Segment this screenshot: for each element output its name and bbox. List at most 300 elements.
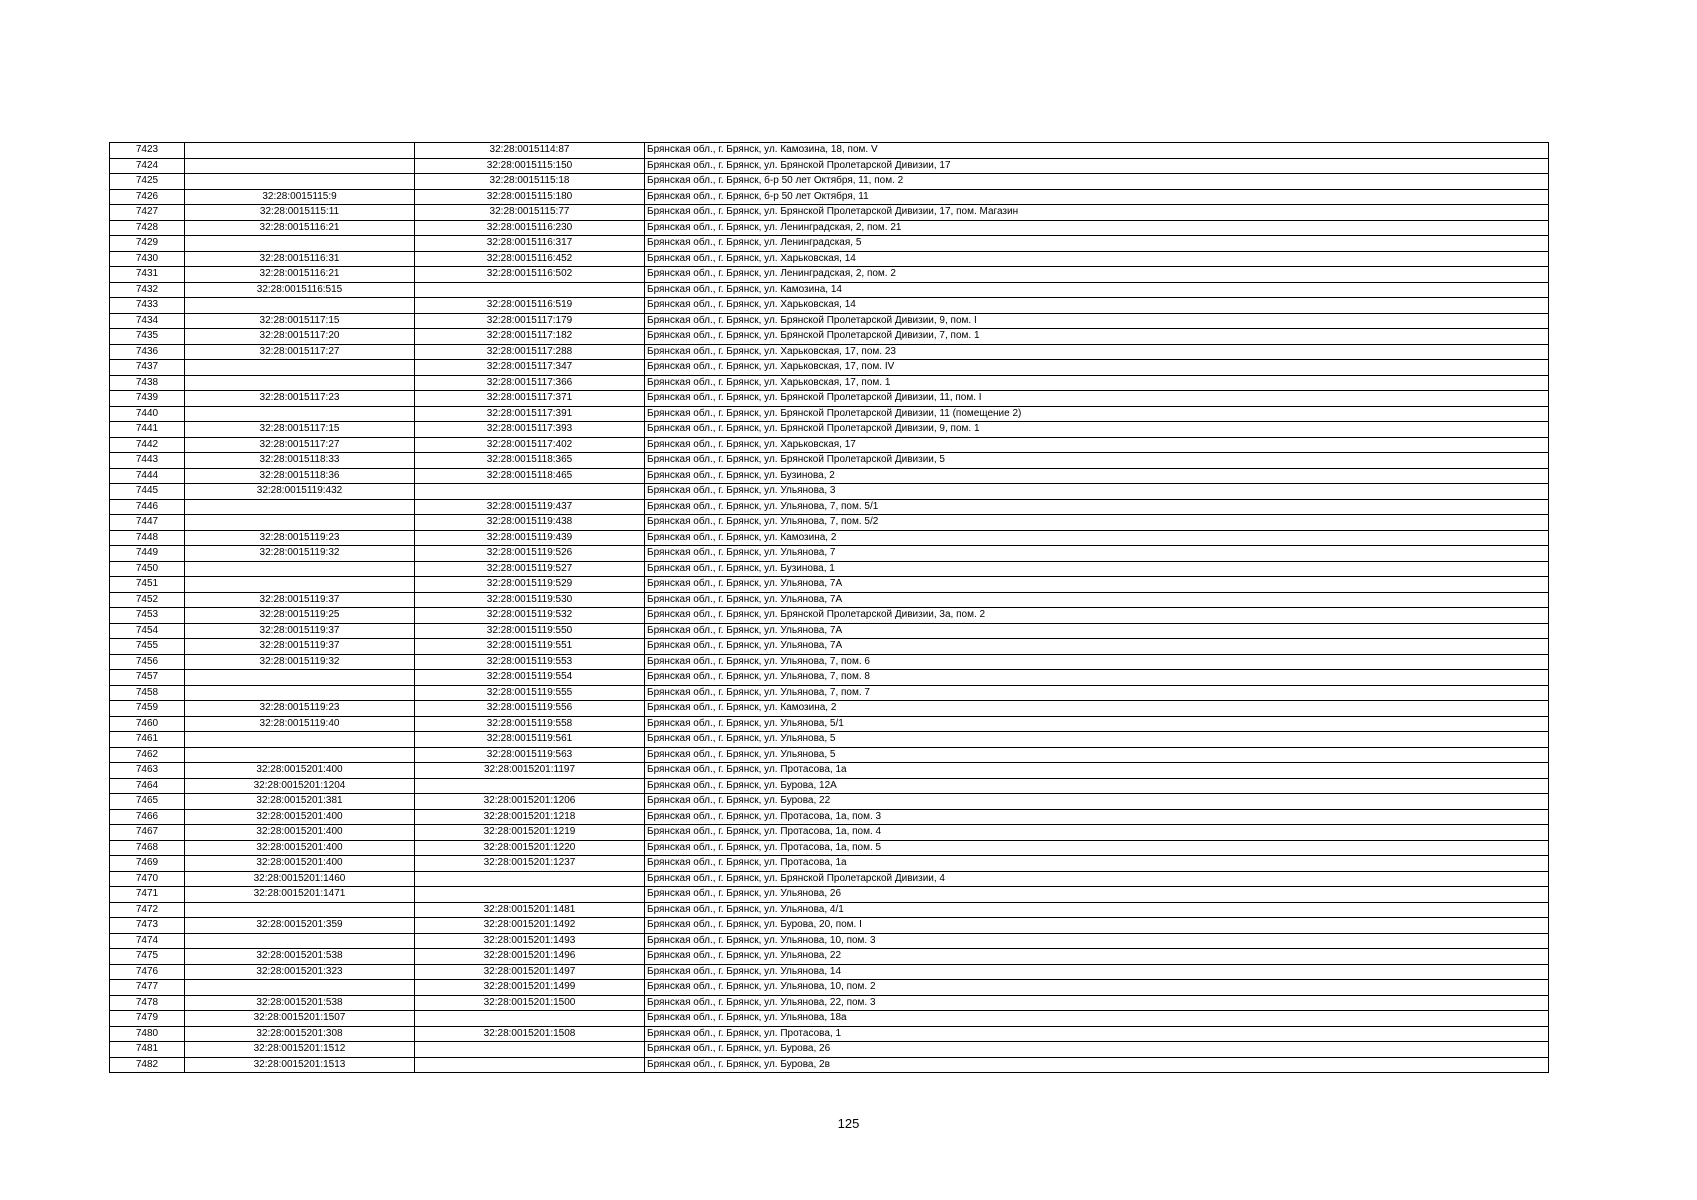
premises-cadastral-number-cell: 32:28:0015115:77: [415, 205, 645, 221]
table-row: [110, 964, 1549, 980]
table-row: [110, 143, 1549, 159]
table-row: [110, 313, 1549, 329]
building-cadastral-number-cell: 32:28:0015119:37: [185, 639, 415, 655]
row-number-cell: 7449: [110, 546, 185, 562]
row-number-cell: 7453: [110, 608, 185, 624]
building-cadastral-number-cell: 32:28:0015201:400: [185, 856, 415, 872]
row-number-cell: 7435: [110, 329, 185, 345]
address-cell: Брянская обл., г. Брянск, ул. Брянской Пролетарской Дивизии, 7, пом. 1: [645, 329, 1549, 345]
row-number-cell: 7430: [110, 251, 185, 267]
page-number: 125: [837, 1116, 860, 1131]
building-cadastral-number-cell: [185, 670, 415, 686]
table-row: [110, 840, 1549, 856]
row-number-cell: 7438: [110, 375, 185, 391]
premises-cadastral-number-cell: 32:28:0015115:150: [415, 158, 645, 174]
premises-cadastral-number-cell: [415, 871, 645, 887]
building-cadastral-number-cell: [185, 933, 415, 949]
premises-cadastral-number-cell: 32:28:0015119:530: [415, 592, 645, 608]
premises-cadastral-number-cell: [415, 1042, 645, 1058]
building-cadastral-number-cell: [185, 561, 415, 577]
address-cell: Брянская обл., г. Брянск, ул. Ульянова, 7А: [645, 577, 1549, 593]
building-cadastral-number-cell: 32:28:0015201:1513: [185, 1057, 415, 1073]
building-cadastral-number-cell: 32:28:0015119:40: [185, 716, 415, 732]
building-cadastral-number-cell: 32:28:0015201:1204: [185, 778, 415, 794]
address-cell: Брянская обл., г. Брянск, ул. Брянской Пролетарской Дивизии, 9, пом. I: [645, 313, 1549, 329]
table-row: [110, 871, 1549, 887]
row-number-cell: 7471: [110, 887, 185, 903]
table-row: [110, 174, 1549, 190]
table-row: [110, 902, 1549, 918]
row-number-cell: 7455: [110, 639, 185, 655]
address-cell: Брянская обл., г. Брянск, ул. Ульянова, 7, пом. 7: [645, 685, 1549, 701]
premises-cadastral-number-cell: 32:28:0015119:437: [415, 499, 645, 515]
building-cadastral-number-cell: 32:28:0015117:15: [185, 422, 415, 438]
premises-cadastral-number-cell: [415, 778, 645, 794]
building-cadastral-number-cell: 32:28:0015201:1471: [185, 887, 415, 903]
premises-cadastral-number-cell: 32:28:0015119:554: [415, 670, 645, 686]
address-cell: Брянская обл., г. Брянск, ул. Протасова, 1а: [645, 856, 1549, 872]
address-cell: Брянская обл., г. Брянск, ул. Брянской Пролетарской Дивизии, 11 (помещение 2): [645, 406, 1549, 422]
table-row: [110, 344, 1549, 360]
address-cell: Брянская обл., г. Брянск, ул. Брянской Пролетарской Дивизии, 4: [645, 871, 1549, 887]
building-cadastral-number-cell: [185, 406, 415, 422]
premises-cadastral-number-cell: 32:28:0015115:180: [415, 189, 645, 205]
address-cell: Брянская обл., г. Брянск, ул. Брянской Пролетарской Дивизии, 9, пом. 1: [645, 422, 1549, 438]
table-row: [110, 670, 1549, 686]
premises-cadastral-number-cell: 32:28:0015119:439: [415, 530, 645, 546]
table-row: [110, 654, 1549, 670]
premises-cadastral-number-cell: 32:28:0015119:558: [415, 716, 645, 732]
row-number-cell: 7474: [110, 933, 185, 949]
address-cell: Брянская обл., г. Брянск, ул. Брянской Пролетарской Дивизии, 11, пом. I: [645, 391, 1549, 407]
building-cadastral-number-cell: 32:28:0015201:1512: [185, 1042, 415, 1058]
building-cadastral-number-cell: [185, 902, 415, 918]
address-cell: Брянская обл., г. Брянск, ул. Ульянова, 7: [645, 546, 1549, 562]
address-cell: Брянская обл., г. Брянск, б-р 50 лет Октября, 11: [645, 189, 1549, 205]
premises-cadastral-number-cell: 32:28:0015119:553: [415, 654, 645, 670]
address-cell: Брянская обл., г. Брянск, ул. Ленинградская, 5: [645, 236, 1549, 252]
premises-cadastral-number-cell: 32:28:0015116:452: [415, 251, 645, 267]
table-row: [110, 1026, 1549, 1042]
premises-cadastral-number-cell: 32:28:0015117:182: [415, 329, 645, 345]
premises-cadastral-number-cell: 32:28:0015117:288: [415, 344, 645, 360]
row-number-cell: 7429: [110, 236, 185, 252]
building-cadastral-number-cell: [185, 360, 415, 376]
premises-cadastral-number-cell: 32:28:0015118:465: [415, 468, 645, 484]
row-number-cell: 7448: [110, 530, 185, 546]
address-cell: Брянская обл., г. Брянск, ул. Ульянова, 5/1: [645, 716, 1549, 732]
premises-cadastral-number-cell: 32:28:0015201:1493: [415, 933, 645, 949]
premises-cadastral-number-cell: 32:28:0015201:1481: [415, 902, 645, 918]
building-cadastral-number-cell: [185, 577, 415, 593]
row-number-cell: 7441: [110, 422, 185, 438]
row-number-cell: 7445: [110, 484, 185, 500]
row-number-cell: 7436: [110, 344, 185, 360]
row-number-cell: 7454: [110, 623, 185, 639]
row-number-cell: 7444: [110, 468, 185, 484]
address-cell: Брянская обл., г. Брянск, ул. Ульянова, 7, пом. 6: [645, 654, 1549, 670]
address-cell: Брянская обл., г. Брянск, ул. Бурова, 2в: [645, 1057, 1549, 1073]
row-number-cell: 7475: [110, 949, 185, 965]
building-cadastral-number-cell: 32:28:0015201:308: [185, 1026, 415, 1042]
premises-cadastral-number-cell: 32:28:0015119:529: [415, 577, 645, 593]
premises-cadastral-number-cell: 32:28:0015119:526: [415, 546, 645, 562]
building-cadastral-number-cell: 32:28:0015119:25: [185, 608, 415, 624]
row-number-cell: 7456: [110, 654, 185, 670]
table-row: [110, 592, 1549, 608]
table-row: [110, 422, 1549, 438]
premises-cadastral-number-cell: 32:28:0015201:1206: [415, 794, 645, 810]
building-cadastral-number-cell: [185, 158, 415, 174]
row-number-cell: 7473: [110, 918, 185, 934]
row-number-cell: 7468: [110, 840, 185, 856]
cadastral-table: [109, 142, 1549, 1073]
address-cell: Брянская обл., г. Брянск, ул. Протасова, 1а: [645, 763, 1549, 779]
table-row: [110, 856, 1549, 872]
table-row: [110, 639, 1549, 655]
address-cell: Брянская обл., г. Брянск, ул. Камозина, 2: [645, 701, 1549, 717]
row-number-cell: 7467: [110, 825, 185, 841]
address-cell: Брянская обл., г. Брянск, ул. Харьковская, 17, пом. IV: [645, 360, 1549, 376]
table-row: [110, 747, 1549, 763]
row-number-cell: 7461: [110, 732, 185, 748]
building-cadastral-number-cell: [185, 980, 415, 996]
table-row: [110, 685, 1549, 701]
building-cadastral-number-cell: 32:28:0015119:37: [185, 592, 415, 608]
table-row: [110, 267, 1549, 283]
building-cadastral-number-cell: 32:28:0015115:11: [185, 205, 415, 221]
row-number-cell: 7428: [110, 220, 185, 236]
row-number-cell: 7451: [110, 577, 185, 593]
table-row: [110, 980, 1549, 996]
table-row: [110, 933, 1549, 949]
address-cell: Брянская обл., г. Брянск, ул. Ульянова, 3: [645, 484, 1549, 500]
premises-cadastral-number-cell: 32:28:0015201:1237: [415, 856, 645, 872]
building-cadastral-number-cell: [185, 298, 415, 314]
row-number-cell: 7440: [110, 406, 185, 422]
premises-cadastral-number-cell: 32:28:0015201:1508: [415, 1026, 645, 1042]
address-cell: Брянская обл., г. Брянск, б-р 50 лет Октября, 11, пом. 2: [645, 174, 1549, 190]
row-number-cell: 7466: [110, 809, 185, 825]
address-cell: Брянская обл., г. Брянск, ул. Брянской Пролетарской Дивизии, 5: [645, 453, 1549, 469]
building-cadastral-number-cell: 32:28:0015201:400: [185, 809, 415, 825]
building-cadastral-number-cell: 32:28:0015201:400: [185, 763, 415, 779]
premises-cadastral-number-cell: 32:28:0015117:393: [415, 422, 645, 438]
table-row: [110, 546, 1549, 562]
row-number-cell: 7469: [110, 856, 185, 872]
table-row: [110, 220, 1549, 236]
address-cell: Брянская обл., г. Брянск, ул. Ленинградская, 2, пом. 21: [645, 220, 1549, 236]
building-cadastral-number-cell: 32:28:0015201:538: [185, 949, 415, 965]
table-row: [110, 468, 1549, 484]
row-number-cell: 7424: [110, 158, 185, 174]
table-row: [110, 561, 1549, 577]
premises-cadastral-number-cell: 32:28:0015201:1197: [415, 763, 645, 779]
table-row: [110, 1042, 1549, 1058]
address-cell: Брянская обл., г. Брянск, ул. Бурова, 20, пом. I: [645, 918, 1549, 934]
premises-cadastral-number-cell: 32:28:0015116:519: [415, 298, 645, 314]
row-number-cell: 7427: [110, 205, 185, 221]
building-cadastral-number-cell: 32:28:0015116:21: [185, 267, 415, 283]
premises-cadastral-number-cell: 32:28:0015201:1496: [415, 949, 645, 965]
building-cadastral-number-cell: 32:28:0015116:21: [185, 220, 415, 236]
table-row: [110, 732, 1549, 748]
building-cadastral-number-cell: [185, 174, 415, 190]
table-row: [110, 391, 1549, 407]
address-cell: Брянская обл., г. Брянск, ул. Ульянова, 4/1: [645, 902, 1549, 918]
address-cell: Брянская обл., г. Брянск, ул. Ульянова, 7, пом. 8: [645, 670, 1549, 686]
address-cell: Брянская обл., г. Брянск, ул. Ульянова, 7А: [645, 592, 1549, 608]
cadastral-table-body: [110, 143, 1549, 1073]
table-row: [110, 778, 1549, 794]
address-cell: Брянская обл., г. Брянск, ул. Ульянова, 22, пом. 3: [645, 995, 1549, 1011]
premises-cadastral-number-cell: [415, 1011, 645, 1027]
address-cell: Брянская обл., г. Брянск, ул. Ульянова, 5: [645, 747, 1549, 763]
building-cadastral-number-cell: 32:28:0015119:432: [185, 484, 415, 500]
address-cell: Брянская обл., г. Брянск, ул. Брянской Пролетарской Дивизии, 17: [645, 158, 1549, 174]
row-number-cell: 7459: [110, 701, 185, 717]
table-row: [110, 1057, 1549, 1073]
address-cell: Брянская обл., г. Брянск, ул. Ульянова, 22: [645, 949, 1549, 965]
row-number-cell: 7463: [110, 763, 185, 779]
address-cell: Брянская обл., г. Брянск, ул. Бурова, 12А: [645, 778, 1549, 794]
building-cadastral-number-cell: [185, 747, 415, 763]
table-row: [110, 918, 1549, 934]
address-cell: Брянская обл., г. Брянск, ул. Ульянова, 14: [645, 964, 1549, 980]
table-row: [110, 406, 1549, 422]
building-cadastral-number-cell: 32:28:0015116:31: [185, 251, 415, 267]
row-number-cell: 7457: [110, 670, 185, 686]
row-number-cell: 7477: [110, 980, 185, 996]
premises-cadastral-number-cell: 32:28:0015119:556: [415, 701, 645, 717]
building-cadastral-number-cell: 32:28:0015116:515: [185, 282, 415, 298]
row-number-cell: 7423: [110, 143, 185, 159]
address-cell: Брянская обл., г. Брянск, ул. Харьковская, 14: [645, 298, 1549, 314]
row-number-cell: 7434: [110, 313, 185, 329]
row-number-cell: 7447: [110, 515, 185, 531]
building-cadastral-number-cell: [185, 375, 415, 391]
building-cadastral-number-cell: 32:28:0015119:32: [185, 546, 415, 562]
premises-cadastral-number-cell: 32:28:0015117:391: [415, 406, 645, 422]
building-cadastral-number-cell: 32:28:0015119:23: [185, 530, 415, 546]
row-number-cell: 7452: [110, 592, 185, 608]
row-number-cell: 7426: [110, 189, 185, 205]
premises-cadastral-number-cell: [415, 1057, 645, 1073]
address-cell: Брянская обл., г. Брянск, ул. Камозина, 14: [645, 282, 1549, 298]
premises-cadastral-number-cell: 32:28:0015117:347: [415, 360, 645, 376]
row-number-cell: 7437: [110, 360, 185, 376]
building-cadastral-number-cell: 32:28:0015117:27: [185, 437, 415, 453]
address-cell: Брянская обл., г. Брянск, ул. Ульянова, 7, пом. 5/2: [645, 515, 1549, 531]
address-cell: Брянская обл., г. Брянск, ул. Бузинова, 1: [645, 561, 1549, 577]
table-row: [110, 360, 1549, 376]
address-cell: Брянская обл., г. Брянск, ул. Ульянова, 26: [645, 887, 1549, 903]
table-row: [110, 577, 1549, 593]
table-row: [110, 794, 1549, 810]
building-cadastral-number-cell: 32:28:0015118:36: [185, 468, 415, 484]
address-cell: Брянская обл., г. Брянск, ул. Ульянова, 10, пом. 3: [645, 933, 1549, 949]
premises-cadastral-number-cell: 32:28:0015201:1219: [415, 825, 645, 841]
premises-cadastral-number-cell: 32:28:0015116:230: [415, 220, 645, 236]
building-cadastral-number-cell: 32:28:0015118:33: [185, 453, 415, 469]
building-cadastral-number-cell: [185, 685, 415, 701]
premises-cadastral-number-cell: 32:28:0015117:179: [415, 313, 645, 329]
premises-cadastral-number-cell: 32:28:0015119:550: [415, 623, 645, 639]
premises-cadastral-number-cell: 32:28:0015119:532: [415, 608, 645, 624]
row-number-cell: 7446: [110, 499, 185, 515]
building-cadastral-number-cell: 32:28:0015119:23: [185, 701, 415, 717]
address-cell: Брянская обл., г. Брянск, ул. Ленинградская, 2, пом. 2: [645, 267, 1549, 283]
building-cadastral-number-cell: [185, 515, 415, 531]
premises-cadastral-number-cell: 32:28:0015117:366: [415, 375, 645, 391]
table-row: [110, 282, 1549, 298]
building-cadastral-number-cell: 32:28:0015201:323: [185, 964, 415, 980]
table-row: [110, 608, 1549, 624]
premises-cadastral-number-cell: 32:28:0015114:87: [415, 143, 645, 159]
premises-cadastral-number-cell: 32:28:0015117:371: [415, 391, 645, 407]
table-row: [110, 453, 1549, 469]
address-cell: Брянская обл., г. Брянск, ул. Ульянова, 7А: [645, 623, 1549, 639]
row-number-cell: 7433: [110, 298, 185, 314]
premises-cadastral-number-cell: 32:28:0015116:502: [415, 267, 645, 283]
premises-cadastral-number-cell: 32:28:0015117:402: [415, 437, 645, 453]
building-cadastral-number-cell: 32:28:0015117:27: [185, 344, 415, 360]
premises-cadastral-number-cell: 32:28:0015201:1500: [415, 995, 645, 1011]
building-cadastral-number-cell: 32:28:0015201:400: [185, 825, 415, 841]
table-row: [110, 189, 1549, 205]
address-cell: Брянская обл., г. Брянск, ул. Харьковская, 17: [645, 437, 1549, 453]
premises-cadastral-number-cell: 32:28:0015119:563: [415, 747, 645, 763]
row-number-cell: 7442: [110, 437, 185, 453]
table-row: [110, 995, 1549, 1011]
address-cell: Брянская обл., г. Брянск, ул. Ульянова, 7А: [645, 639, 1549, 655]
building-cadastral-number-cell: 32:28:0015201:400: [185, 840, 415, 856]
building-cadastral-number-cell: 32:28:0015119:32: [185, 654, 415, 670]
table-row: [110, 375, 1549, 391]
table-row: [110, 158, 1549, 174]
premises-cadastral-number-cell: [415, 282, 645, 298]
table-row: [110, 809, 1549, 825]
address-cell: Брянская обл., г. Брянск, ул. Бурова, 22: [645, 794, 1549, 810]
table-row: [110, 701, 1549, 717]
building-cadastral-number-cell: 32:28:0015201:538: [185, 995, 415, 1011]
row-number-cell: 7480: [110, 1026, 185, 1042]
address-cell: Брянская обл., г. Брянск, ул. Ульянова, 18а: [645, 1011, 1549, 1027]
premises-cadastral-number-cell: 32:28:0015118:365: [415, 453, 645, 469]
row-number-cell: 7470: [110, 871, 185, 887]
premises-cadastral-number-cell: 32:28:0015201:1499: [415, 980, 645, 996]
row-number-cell: 7476: [110, 964, 185, 980]
address-cell: Брянская обл., г. Брянск, ул. Бурова, 26: [645, 1042, 1549, 1058]
row-number-cell: 7431: [110, 267, 185, 283]
address-cell: Брянская обл., г. Брянск, ул. Протасова, 1а, пом. 4: [645, 825, 1549, 841]
address-cell: Брянская обл., г. Брянск, ул. Протасова, 1а, пом. 3: [645, 809, 1549, 825]
address-cell: Брянская обл., г. Брянск, ул. Брянской Пролетарской Дивизии, 3а, пом. 2: [645, 608, 1549, 624]
table-row: [110, 716, 1549, 732]
table-row: [110, 251, 1549, 267]
row-number-cell: 7460: [110, 716, 185, 732]
address-cell: Брянская обл., г. Брянск, ул. Ульянова, 5: [645, 732, 1549, 748]
table-row: [110, 236, 1549, 252]
table-row: [110, 515, 1549, 531]
table-row: [110, 484, 1549, 500]
table-row: [110, 499, 1549, 515]
table-row: [110, 205, 1549, 221]
table-row: [110, 437, 1549, 453]
row-number-cell: 7458: [110, 685, 185, 701]
row-number-cell: 7464: [110, 778, 185, 794]
building-cadastral-number-cell: [185, 236, 415, 252]
building-cadastral-number-cell: 32:28:0015201:1507: [185, 1011, 415, 1027]
row-number-cell: 7465: [110, 794, 185, 810]
premises-cadastral-number-cell: 32:28:0015201:1218: [415, 809, 645, 825]
row-number-cell: 7443: [110, 453, 185, 469]
premises-cadastral-number-cell: 32:28:0015119:555: [415, 685, 645, 701]
building-cadastral-number-cell: 32:28:0015201:359: [185, 918, 415, 934]
table-row: [110, 530, 1549, 546]
address-cell: Брянская обл., г. Брянск, ул. Бузинова, 2: [645, 468, 1549, 484]
row-number-cell: 7439: [110, 391, 185, 407]
address-cell: Брянская обл., г. Брянск, ул. Брянской Пролетарской Дивизии, 17, пом. Магазин: [645, 205, 1549, 221]
row-number-cell: 7462: [110, 747, 185, 763]
row-number-cell: 7472: [110, 902, 185, 918]
building-cadastral-number-cell: [185, 499, 415, 515]
building-cadastral-number-cell: 32:28:0015117:15: [185, 313, 415, 329]
premises-cadastral-number-cell: 32:28:0015119:438: [415, 515, 645, 531]
table-row: [110, 623, 1549, 639]
address-cell: Брянская обл., г. Брянск, ул. Ульянова, 7, пом. 5/1: [645, 499, 1549, 515]
building-cadastral-number-cell: [185, 143, 415, 159]
premises-cadastral-number-cell: 32:28:0015119:551: [415, 639, 645, 655]
building-cadastral-number-cell: [185, 732, 415, 748]
premises-cadastral-number-cell: [415, 484, 645, 500]
building-cadastral-number-cell: 32:28:0015201:1460: [185, 871, 415, 887]
table-row: [110, 298, 1549, 314]
address-cell: Брянская обл., г. Брянск, ул. Харьковская, 17, пом. 1: [645, 375, 1549, 391]
address-cell: Брянская обл., г. Брянск, ул. Протасова, 1а, пом. 5: [645, 840, 1549, 856]
table-row: [110, 887, 1549, 903]
building-cadastral-number-cell: 32:28:0015115:9: [185, 189, 415, 205]
row-number-cell: 7432: [110, 282, 185, 298]
building-cadastral-number-cell: 32:28:0015119:37: [185, 623, 415, 639]
table-row: [110, 1011, 1549, 1027]
address-cell: Брянская обл., г. Брянск, ул. Харьковская, 17, пом. 23: [645, 344, 1549, 360]
row-number-cell: 7481: [110, 1042, 185, 1058]
premises-cadastral-number-cell: 32:28:0015201:1497: [415, 964, 645, 980]
premises-cadastral-number-cell: 32:28:0015119:561: [415, 732, 645, 748]
premises-cadastral-number-cell: 32:28:0015201:1492: [415, 918, 645, 934]
table-row: [110, 949, 1549, 965]
row-number-cell: 7478: [110, 995, 185, 1011]
building-cadastral-number-cell: 32:28:0015117:20: [185, 329, 415, 345]
table-row: [110, 763, 1549, 779]
table-row: [110, 329, 1549, 345]
table-row: [110, 825, 1549, 841]
row-number-cell: 7482: [110, 1057, 185, 1073]
address-cell: Брянская обл., г. Брянск, ул. Протасова, 1: [645, 1026, 1549, 1042]
building-cadastral-number-cell: 32:28:0015201:381: [185, 794, 415, 810]
premises-cadastral-number-cell: [415, 887, 645, 903]
row-number-cell: 7450: [110, 561, 185, 577]
address-cell: Брянская обл., г. Брянск, ул. Камозина, 2: [645, 530, 1549, 546]
address-cell: Брянская обл., г. Брянск, ул. Камозина, 18, пом. V: [645, 143, 1549, 159]
premises-cadastral-number-cell: 32:28:0015116:317: [415, 236, 645, 252]
row-number-cell: 7425: [110, 174, 185, 190]
address-cell: Брянская обл., г. Брянск, ул. Ульянова, 10, пом. 2: [645, 980, 1549, 996]
premises-cadastral-number-cell: 32:28:0015119:527: [415, 561, 645, 577]
row-number-cell: 7479: [110, 1011, 185, 1027]
building-cadastral-number-cell: 32:28:0015117:23: [185, 391, 415, 407]
